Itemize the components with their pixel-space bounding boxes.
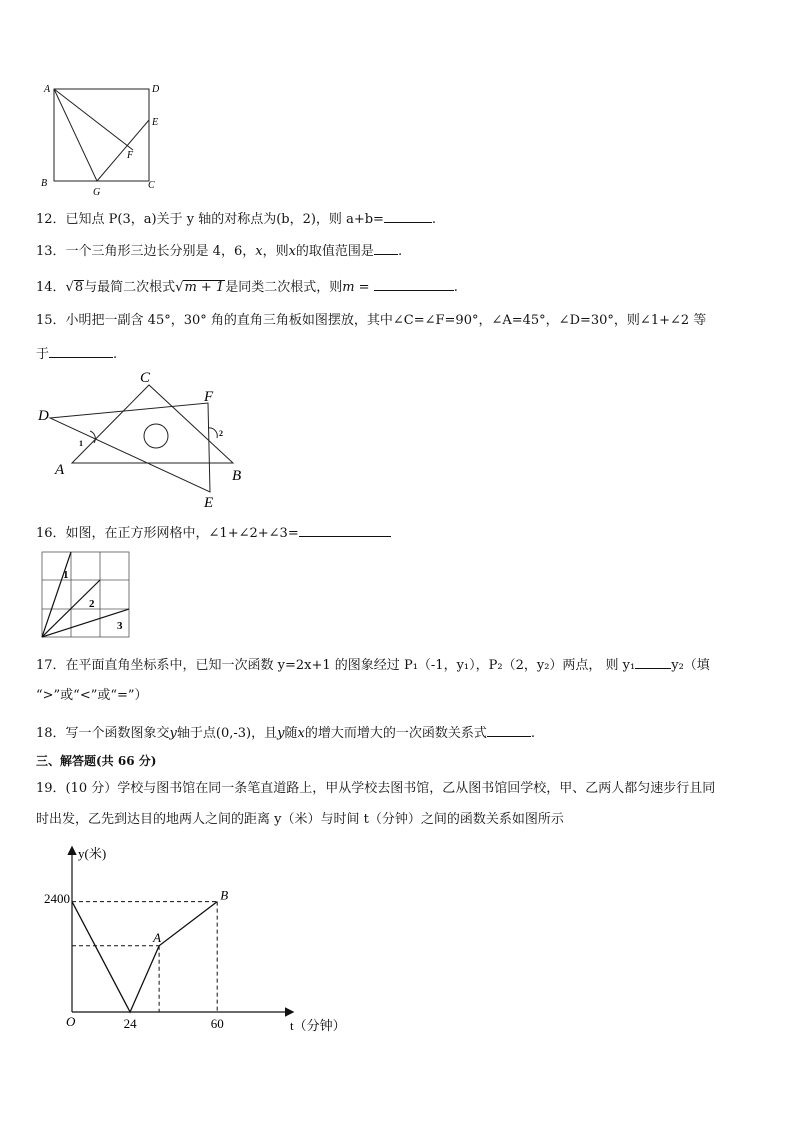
x-tick-label-24: 24 — [123, 1016, 137, 1031]
question-19-line2: 时出发，乙先到达目的地两人之间的距离 y（米）与时间 t（分钟）之间的函数关系如图所示 — [36, 812, 564, 827]
point-label-B: B — [220, 887, 229, 903]
q13-end: . — [397, 244, 403, 259]
x-tick-label-60: 60 — [210, 1016, 224, 1031]
q17-line1-tail: y₂（填 — [671, 658, 710, 673]
series-line — [72, 902, 217, 1012]
q15-end: . — [113, 347, 118, 362]
question-17-line2: “>”或“<”或“=”） — [36, 688, 148, 703]
label-angle-2: 2 — [219, 429, 223, 438]
label-D: D — [38, 408, 49, 424]
q18-var-y: y — [169, 726, 177, 741]
label-B: B — [232, 468, 242, 484]
label-F: F — [204, 389, 214, 405]
square-outline — [54, 89, 149, 181]
distance-time-chart — [30, 840, 370, 1040]
label-angle-2: 2 — [89, 598, 95, 610]
question-13 — [36, 240, 402, 261]
q18-answer-blank[interactable] — [487, 722, 531, 737]
q17-answer-blank[interactable] — [635, 654, 671, 669]
q15-answer-blank[interactable] — [49, 343, 113, 358]
segment-AG — [54, 89, 97, 181]
question-14 — [36, 276, 458, 297]
label-A: A — [44, 84, 51, 95]
label-G: G — [93, 187, 101, 198]
q18-text: 18．写一个函数图象交 — [36, 726, 170, 741]
q14-end: . — [453, 280, 458, 295]
question-18 — [36, 722, 535, 743]
label-angle-3: 3 — [117, 620, 123, 632]
q14-tail: 是同类二次根式，则 — [225, 280, 343, 295]
q14-answer-blank[interactable] — [374, 276, 454, 291]
q18-mid2: ，且 — [251, 726, 278, 741]
label-angle-1: 1 — [63, 569, 69, 581]
q14-sqrt1: √8 — [65, 280, 84, 295]
figure-q16 — [40, 550, 132, 640]
q18-var-x: x — [297, 726, 305, 741]
q15-line2-text: 于 — [36, 347, 50, 362]
q13-var-x2: x — [288, 244, 296, 259]
x-axis-label: t（分钟） — [290, 1018, 346, 1033]
figure-q15 — [36, 368, 256, 510]
y-tick-label-2400: 2400 — [44, 891, 70, 906]
q18-var-y2: y — [277, 726, 285, 741]
q18-end: . — [530, 726, 536, 741]
triangle-DFE — [50, 403, 210, 492]
label-C: C — [140, 370, 151, 386]
label-E: E — [152, 117, 159, 128]
q18-point: (0,-3) — [215, 726, 252, 741]
q16-answer-blank[interactable] — [299, 522, 391, 537]
ray-lines — [42, 552, 129, 637]
q14-mid: 与最简二次根式 — [84, 280, 176, 295]
circle-hole — [144, 424, 168, 448]
q18-mid3: 随 — [284, 726, 298, 741]
q18-tail: 的增大而增大的一次函数关系式 — [304, 726, 487, 741]
label-D: D — [152, 84, 160, 95]
y-axis-label: y(米) — [78, 846, 107, 861]
q16-text: 16．如图，在正方形网格中，∠1+∠2+∠3= — [36, 526, 299, 541]
label-B: B — [41, 178, 48, 189]
q14-eq: = — [354, 280, 374, 295]
q14-sqrt2: √m + 1 — [175, 280, 225, 295]
q13-text: 13．一个三角形三边长分别是 4，6， — [36, 244, 256, 259]
q18-mid: 轴于点 — [176, 726, 216, 741]
label-E: E — [204, 495, 214, 510]
label-angle-1: 1 — [79, 439, 83, 448]
q13-mid: ，则 — [262, 244, 289, 259]
question-16 — [36, 522, 391, 543]
question-15-line2 — [36, 343, 117, 364]
question-17-line1 — [36, 654, 710, 675]
q17-line1-text: 17．在平面直角坐标系中，已知一次函数 y=2x+1 的图象经过 P₁（-1，y₁），P₂（2，y₂）两点， 则 y₁ — [36, 658, 636, 673]
q12-answer-blank[interactable] — [384, 208, 432, 223]
label-F: F — [127, 150, 134, 161]
label-A: A — [55, 462, 65, 478]
point-label-A: A — [153, 929, 162, 945]
label-C: C — [148, 180, 155, 191]
question-19-line1: 19．(10 分）学校与图书馆在同一条笔直道路上，甲从学校去图书馆，乙从图书馆回学校，甲、乙两人都匀速步行且同 — [36, 781, 716, 796]
angle-2-arc — [208, 428, 217, 438]
figure-q11 — [36, 80, 166, 198]
question-12 — [36, 208, 436, 229]
q13-answer-blank[interactable] — [374, 240, 398, 255]
question-15-line1: 15．小明把一副含 45°，30° 角的直角三角板如图摆放，其中∠C=∠F=90°，∠A=45°，∠D=30°，则∠1+∠2 等 — [36, 313, 707, 328]
q12-end: . — [431, 212, 437, 227]
q13-tail: 的取值范围是 — [295, 244, 374, 259]
q14-number: 14． — [36, 280, 66, 295]
q14-var-m: m — [342, 280, 355, 295]
section-3-title: 三、解答题(共 66 分) — [36, 754, 157, 768]
q13-var-x: x — [255, 244, 263, 259]
segment-GE — [97, 120, 149, 181]
origin-label: O — [66, 1014, 76, 1029]
segment-AF — [54, 89, 133, 150]
q12-text: 12．已知点 P(3，a)关于 y 轴的对称点为(b，2)，则 a+b= — [36, 212, 384, 227]
